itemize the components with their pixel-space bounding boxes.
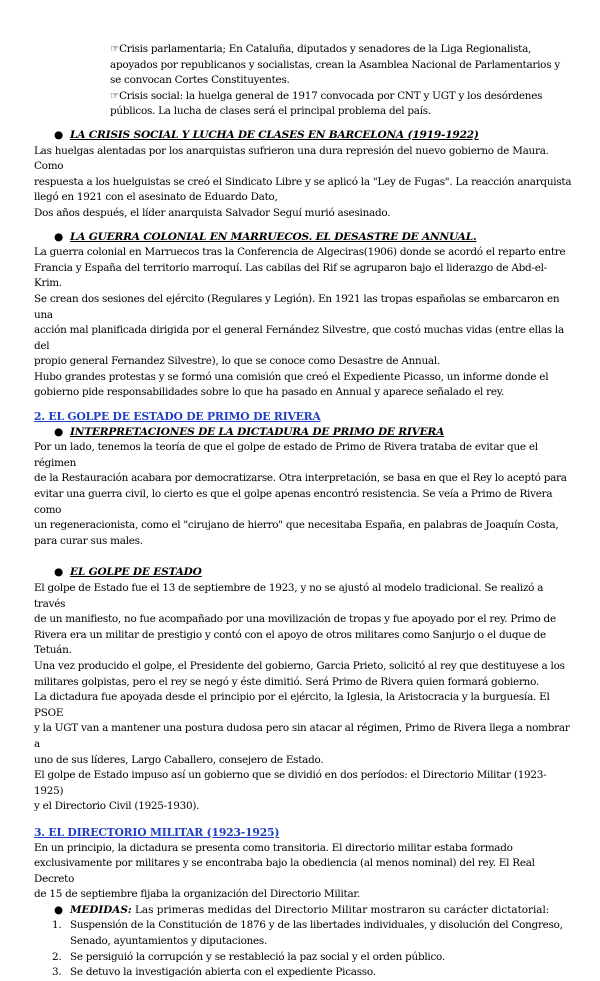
heading-guerra-colonial (34, 230, 572, 246)
text-line: llegó en 1921 con el asesinato de Eduardo Dato, (34, 191, 278, 204)
text-line: En un principio, la dictadura se presenta como transitoria. El directorio militar estaba formado (34, 841, 513, 854)
text-line: acción mal planificada dirigida por el general Fernández Silvestre, que costó muchas vidas (entre ellas la del (34, 324, 564, 352)
text-line: exclusivamente por militares y se encontraba bajo la obediencia (al menos nominal) del rey. El Real Decreto (34, 857, 535, 885)
intro-item-crisis-parlamentaria: ☞Crisis parlamentaria; En Cataluña, diputados y senadores de la Liga Regionalista, apoyados por republicanos y socialistas, crean la Asamblea Nacional de Parlamentarios y se convocan Cortes Constituyentes. (110, 43, 560, 87)
text-line: El golpe de Estado fue el 13 de septiembre de 1923, y no se ajustó al modelo tradicional. Se realizó a través (34, 582, 544, 610)
bullet-icon: ● (54, 903, 64, 916)
item-number: 1. (52, 919, 62, 932)
text-line: Las huelgas alentadas por los anarquistas sufrieron una dura represión del nuevo gobierno de Maura. Como (34, 144, 549, 173)
medidas-label: MEDIDAS: (70, 903, 132, 916)
bullet-icon: ● (54, 425, 64, 438)
text-line: propio general Fernandez Silvestre), lo que se conoce como Desastre de Annual. (34, 355, 440, 368)
section-title-golpe-estado-text: 2. EL GOLPE DE ESTADO DE PRIMO DE RIVERA (34, 410, 321, 424)
section-title-directorio-militar (34, 825, 572, 841)
text-line: Senado, ayuntamientos y diputaciones. (70, 935, 268, 948)
text-line: y el Directorio Civil (1925-1930). (34, 800, 200, 813)
text-line: La guerra colonial en Marruecos tras la Conferencia de Algeciras(1906) donde se acordó el reparto entre (34, 246, 566, 259)
section-title-directorio-militar-text: 3. EL DIRECTORIO MILITAR (1923-1925) (34, 825, 280, 839)
heading-guerra-colonial-text: LA GUERRA COLONIAL EN MARRUECOS. EL DESASTRE DE ANNUAL. (70, 230, 477, 243)
numbered-item-2 (34, 950, 572, 966)
paragraph-crisis-social (34, 144, 572, 222)
text-line: para curar sus males. (34, 534, 143, 547)
text-line: Francia y España del territorio marroquí. Las cabilas del Rif se agruparon bajo el liderazgo de Abd-el-Krim. (34, 261, 547, 290)
text-line: gobierno pide responsabilidades sobre lo que ha pasado en Annual y aparece señalado el rey. (34, 386, 505, 399)
text-line: de un manifiesto, no fue acompañado por una movilización de tropas y fue apoyado por el rey. Primo de (34, 613, 556, 626)
text-line: y la UGT van a mantener una postura dudosa pero sin atacar al régimen, Primo de Rivera llega a nombrar a (34, 722, 570, 750)
text-line: respuesta a los huelguistas se creó el Sindicato Libre y se aplicó la "Ley de Fugas". La reacción anarquista (34, 175, 572, 188)
item-number: 3. (52, 966, 62, 979)
text-line: Rivera era un militar de prestigio y contó con el apoyo de otros militares como Sanjurjo o el duque de (34, 628, 546, 641)
bullet-icon: ● (54, 128, 64, 141)
text-line: El golpe de Estado impuso así un gobierno que se dividió en dos períodos: el Directorio Militar (1923-1925) (34, 769, 547, 797)
text-line: de la Restauración acabara por democratizarse. Otra interpretación, se basa en que el Rey lo aceptó para (34, 472, 567, 485)
text-line: Por un lado, tenemos la teoría de que el golpe de estado de Primo de Rivera trataba de evitar que el régimen (34, 441, 538, 469)
text-line: Dos años después, el líder anarquista Salvador Seguí murió asesinado. (34, 206, 391, 219)
intro-item-crisis-social: ☞Crisis social: la huelga general de 1917 convocada por CNT y UGT y los desórdenes públicos. La lucha de clases será el principal problema del país. (110, 89, 543, 118)
text-line: Se crean dos sesiones del ejército (Regulares y Legión). En 1921 las tropas españolas se embarcaron en una (34, 292, 560, 321)
heading-crisis-social (34, 128, 572, 144)
paragraph-golpe-de-estado (34, 581, 572, 815)
section-title-golpe-estado (34, 409, 572, 425)
numbered-item-3 (34, 965, 572, 981)
text-line: Una vez producido el golpe, el Presidente del gobierno, Garcia Prieto, solicitó al rey que destituyese a los (34, 659, 565, 672)
intro-list (34, 42, 572, 120)
text-line: evitar una guerra civil, lo cierto es que el golpe apenas encontró resistencia. Se veía a Primo de Rivera como (34, 488, 553, 516)
numbered-item-1 (34, 918, 572, 949)
bullet-icon: ● (54, 566, 64, 579)
heading-interpretaciones (34, 425, 572, 441)
paragraph-guerra-colonial (34, 245, 572, 401)
text-line: uno de sus líderes, Largo Caballero, consejero de Estado. (34, 753, 324, 766)
text-line: Hubo grandes protestas y se formó una comisión que creó el Expediente Picasso, un informe donde el (34, 370, 549, 383)
text-line: Se detuvo la investigación abierta con el expediente Picasso. (70, 966, 376, 979)
bullet-icon: ● (54, 230, 64, 243)
text-line: militares golpistas, pero el rey se negó y éste dimitió. Será Primo de Rivera quien formará gobierno. (34, 675, 539, 688)
heading-golpe-de-estado (34, 565, 572, 581)
text-line: un regeneracionista, como el "cirujano de hierro" que necesitaba España, en palabras de Joaquín Costa, (34, 519, 559, 532)
text-line: Se persiguió la corrupción y se restableció la paz social y el orden público. (70, 950, 445, 963)
heading-crisis-social-text: LA CRISIS SOCIAL Y LUCHA DE CLASES EN BARCELONA (1919-1922) (70, 128, 479, 141)
text-line: La dictadura fue apoyada desde el principio por el ejército, la Iglesia, la Aristocracia y la burguesía. El PSOE (34, 691, 550, 719)
medidas-text: Las primeras medidas del Directorio Militar mostraron su carácter dictatorial: (131, 903, 550, 916)
heading-golpe-de-estado-text: EL GOLPE DE ESTADO (70, 566, 202, 579)
heading-interpretaciones-text: INTERPRETACIONES DE LA DICTADURA DE PRIMO DE RIVERA (70, 425, 445, 438)
text-line: Tetuán. (34, 644, 72, 657)
text-line: de 15 de septiembre fijaba la organización del Directorio Militar. (34, 888, 361, 901)
paragraph-interpretaciones (34, 440, 572, 549)
text-line: Suspensión de la Constitución de 1876 y de las libertades individuales, y disolución del Congreso, (70, 919, 563, 932)
paragraph-directorio-militar (34, 841, 572, 903)
item-number: 2. (52, 950, 62, 963)
medidas-item (34, 903, 572, 919)
